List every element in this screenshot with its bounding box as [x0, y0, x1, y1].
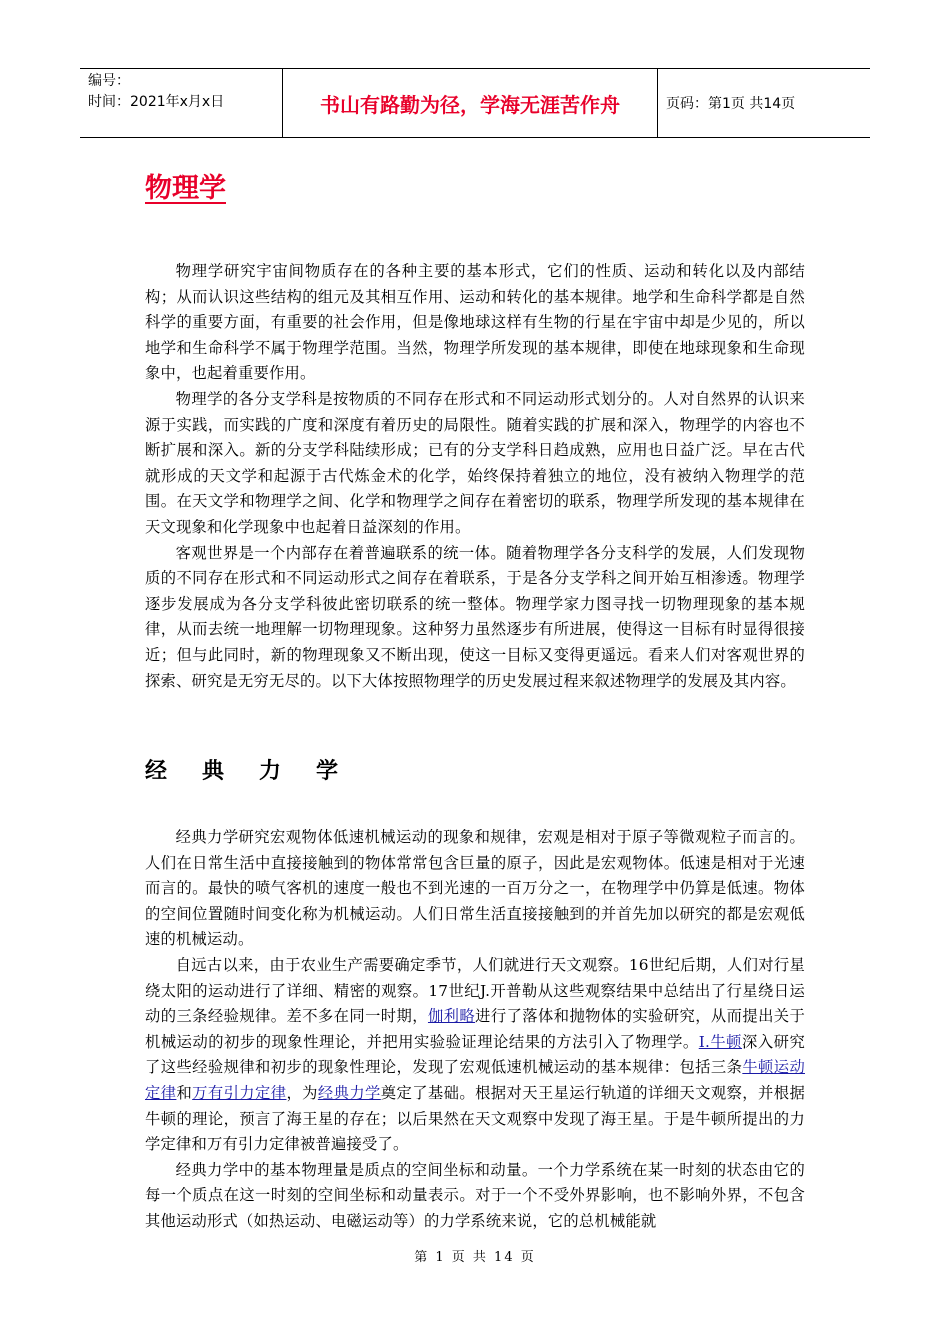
document-title: 物理学 — [145, 173, 226, 204]
number-label: 编号： — [88, 73, 130, 89]
header-meta — [80, 69, 282, 137]
page-header — [80, 68, 870, 138]
paragraph-text: 奠定了基础。根据对天王星运行轨道的详细天文观察，并根据牛顿的理论，预言了海王星的存在；以后果然在天文观察中发现了海王星。于是牛顿所提出的力学定律和万有引力定律被普遍接受了。 — [145, 1083, 805, 1154]
link-newton-laws[interactable]: 牛顿运动定律 — [145, 1058, 805, 1102]
intro-paragraph-2: 物理学的各分支学科是按物质的不同存在形式和不同运动形式划分的。人对自然界的认识来源于实践，而实践的广度和深度有着历史的局限性。随着实践的扩展和深入，物理学的内容也不断扩展和深入。新的分支学科陆续形成；已有的分支学科日趋成熟，应用也日益广泛。早在古代就形成的天文学和起源于古代炼金术的化学，始终保持着独立的地位，没有被纳入物理学的范围。在天文学和物理学之间、化学和物理学之间存在着密切的联系，物理学所发现的基本规律在天文现象和化学现象中也起着日益深刻的作用。 — [145, 389, 805, 536]
paragraph-text: ，为 — [286, 1083, 318, 1102]
paragraph-text: 进行了落体和抛物体的实验研究，从而提出关于机械运动的初步的现象性理论，并把用实验验证理论结果的方法引入了物理学。 — [145, 1007, 806, 1051]
classical-paragraph-3: 经典力学中的基本物理量是质点的空间坐标和动量。一个力学系统在某一时刻的状态由它的每一个质点在这一时刻的空间坐标和动量表示。对于一个不受外界影响，也不影响外界，不包含其他运动形式（如热运动、电磁运动等）的力学系统来说，它的总机械能就 — [145, 1160, 805, 1230]
intro-paragraph-3: 客观世界是一个内部存在着普遍联系的统一体。随着物理学各分支科学的发展，人们发现物质的不同存在形式和不同运动形式之间存在着联系，于是各分支学科之间开始互相渗透。物理学逐步发展成为各分支学科彼此密切联系的统一整体。物理学家力图寻找一切物理现象的基本规律，从而去统一地理解一切物理现象。这种努力虽然逐步有所进展，使得这一目标有时显得很接近；但与此同时，新的物理现象又不断出现，使这一目标又变得更遥远。看来人们对客观世界的探索、研究是无穷无尽的。以下大体按照物理学的历史发展过程来叙述物理学的发展及其内容。 — [145, 543, 805, 690]
link-classical-mechanics[interactable]: 经典力学 — [317, 1083, 381, 1102]
paragraph-text: 和 — [176, 1083, 193, 1102]
link-newton[interactable]: I.牛顿 — [698, 1032, 743, 1051]
classical-paragraph-2 — [145, 953, 805, 1158]
section-heading: 经典力学 — [145, 759, 374, 784]
link-galileo[interactable]: 伽利略 — [427, 1007, 476, 1026]
page-footer: 第 1 页 共 14 页 — [414, 1250, 536, 1265]
paragraph-text: 自远古以来，由于农业生产需要确定季节，人们就进行天文观察。16世纪后期，人们对行星绕太阳的运动进行了详细、精密的观察。17世纪J.开普勒从这些观察结果中总结出了行星绕日运动的三条经验规律。差不多在同一时期， — [145, 955, 805, 1026]
paragraph-text: 深入研究了这些经验规律和初步的现象性理论，发现了宏观低速机械运动的基本规律：包括三条 — [145, 1032, 805, 1077]
header-page-label: 页码：第1页 共14页 — [666, 96, 796, 112]
link-gravitation[interactable]: 万有引力定律 — [192, 1083, 287, 1102]
intro-paragraph-1: 物理学研究宇宙间物质存在的各种主要的基本形式，它们的性质、运动和转化以及内部结构；从而认识这些结构的组元及其相互作用、运动和转化的基本规律。地学和生命科学都是自然科学的重要方面，有重要的社会作用，但是像地球这样有生物的行星在宇宙中却是少见的，所以地学和生命科学不属于物理学范围。当然，物理学所发现的基本规律，即使在地球现象和生命现象中，也起着重要作用。 — [145, 262, 805, 383]
classical-mechanics-section — [145, 825, 805, 1235]
intro-section — [145, 259, 805, 694]
time-label: 时间：2021年x月x日 — [88, 94, 225, 110]
classical-paragraph-1: 经典力学研究宏观物体低速机械运动的现象和规律，宏观是相对于原子等微观粒子而言的。人们在日常生活中直接接触到的物体常常包含巨量的原子，因此是宏观物体。低速是相对于光速而言的。最快的喷气客机的速度一般也不到光速的一百万分之一，在物理学中仍算是低速。物体的空间位置随时间变化称为机械运动。人们日常生活直接接触到的并首先加以研究的都是宏观低速的机械运动。 — [145, 828, 805, 949]
header-motto: 书山有路勤为径，学海无涯苦作舟 — [282, 69, 658, 137]
